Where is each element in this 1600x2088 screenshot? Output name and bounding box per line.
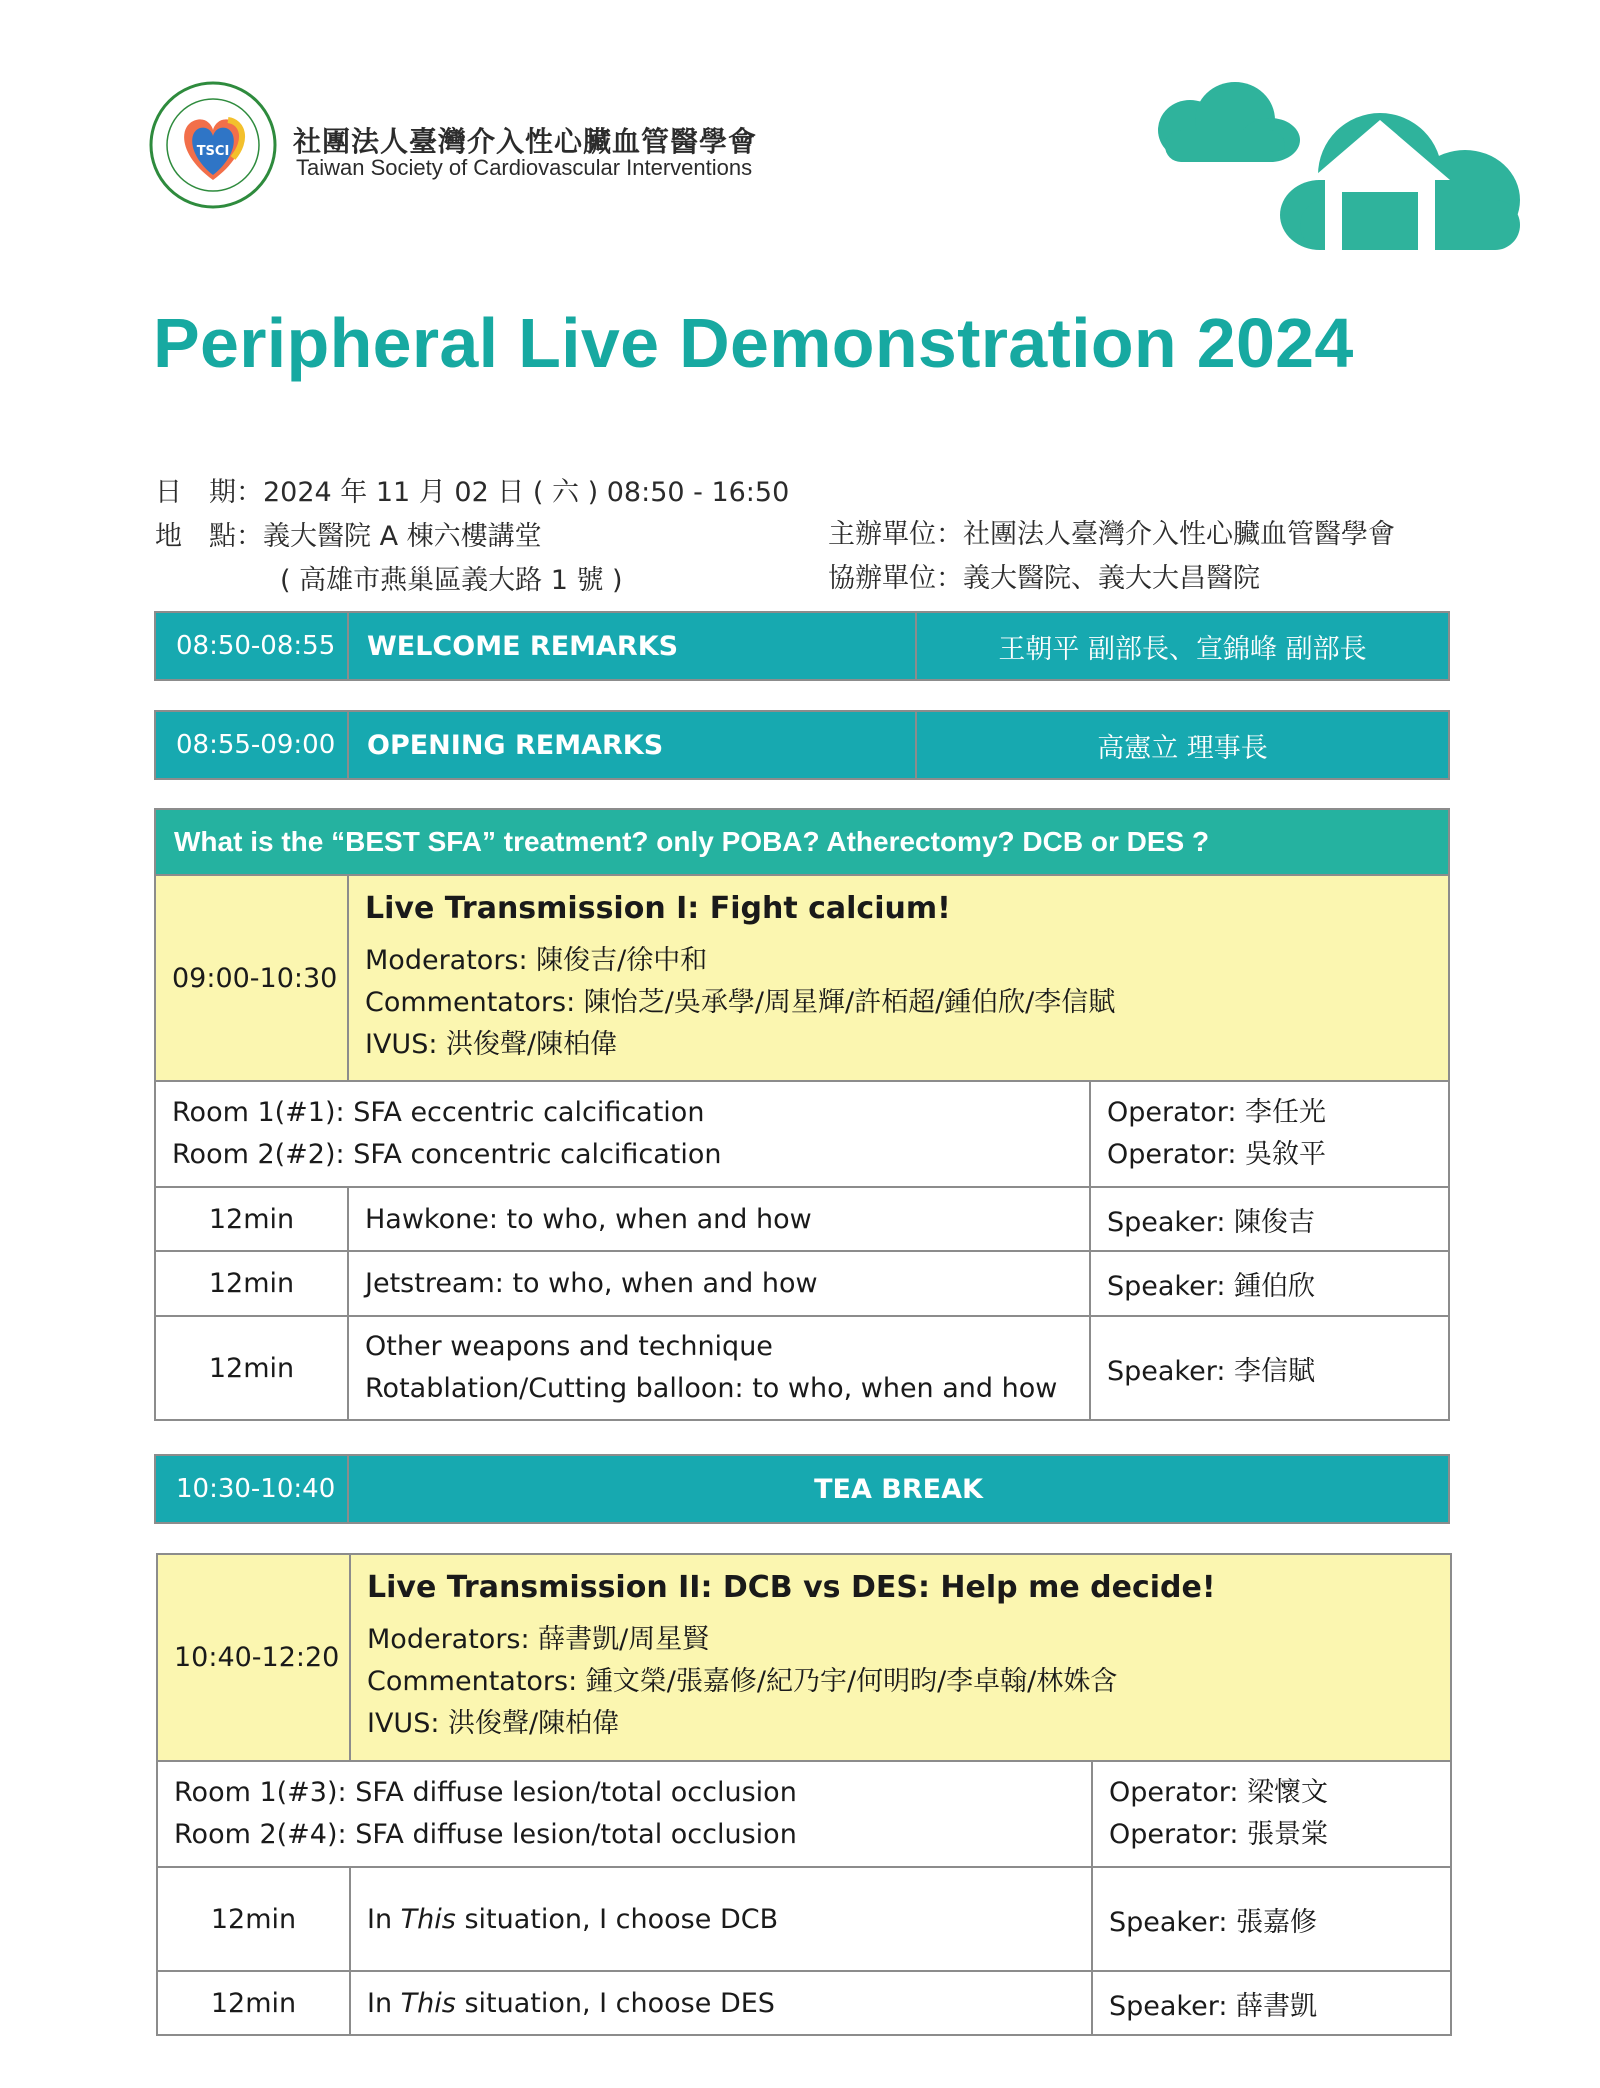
table-row xyxy=(155,1187,1449,1251)
table-row xyxy=(157,1867,1451,1971)
talk-duration: 12min xyxy=(155,1187,348,1251)
opening-row xyxy=(155,711,1449,779)
talk-topic-post: situation, I choose DES xyxy=(455,1987,775,2019)
session1-table xyxy=(154,808,1450,1421)
page-title: Peripheral Live Demonstration 2024 xyxy=(153,304,1354,382)
table-row xyxy=(155,1251,1449,1316)
tea-table xyxy=(154,1454,1450,1524)
session1-header-row xyxy=(155,875,1449,1081)
tea-row xyxy=(155,1455,1449,1523)
session2-operators xyxy=(1092,1761,1451,1867)
session1-operators xyxy=(1090,1081,1449,1187)
talk-duration: 12min xyxy=(155,1251,348,1316)
cohost-label: 協辦單位： xyxy=(828,563,963,594)
talk-topic xyxy=(350,1867,1092,1971)
talk-topic-line1: Other weapons and technique xyxy=(365,1331,773,1362)
opening-label: OPENING REMARKS xyxy=(348,711,916,779)
session1-room2: Room 2(#2): SFA concentric calcification xyxy=(172,1139,722,1170)
talk-topic-pre: In xyxy=(367,1987,401,2019)
theme-row xyxy=(155,809,1449,875)
opening-table xyxy=(154,710,1450,780)
session1-time: 09:00-10:30 xyxy=(155,875,348,1081)
talk-speaker: Speaker: 張嘉修 xyxy=(1092,1867,1451,1971)
welcome-row xyxy=(155,612,1449,680)
cohost-value: 義大醫院、義大大昌醫院 xyxy=(963,563,1260,594)
session2-room-row xyxy=(157,1761,1451,1867)
session2-ivus: IVUS: 洪俊聲/陳柏偉 xyxy=(367,1708,620,1739)
session1-details xyxy=(348,875,1449,1081)
org-name-cn: 社團法人臺灣介入性心臟血管醫學會 xyxy=(293,125,758,158)
welcome-table xyxy=(154,611,1450,681)
talk-speaker: Speaker: 李信賦 xyxy=(1090,1316,1449,1420)
session2-rooms xyxy=(157,1761,1092,1867)
talk-topic-post: situation, I choose DCB xyxy=(455,1903,779,1935)
address: ( 高雄市燕巢區義大路 1 號 ) xyxy=(280,565,623,596)
session2-header-row xyxy=(157,1554,1451,1761)
logo-text: TSCI xyxy=(196,144,230,159)
welcome-speakers: 王朝平 副部長、宣錦峰 副部長 xyxy=(916,612,1449,680)
place-label: 地 點： xyxy=(155,521,263,552)
session2-commentators: Commentators: 鍾文榮/張嘉修/紀乃宇/何明昀/李卓翰/林姝含 xyxy=(367,1666,1118,1697)
session2-time: 10:40-12:20 xyxy=(157,1554,350,1761)
session1-moderators: Moderators: 陳俊吉/徐中和 xyxy=(365,944,708,976)
cloud-home-icon xyxy=(1150,80,1530,250)
talk-topic: Jetstream: to who, when and how xyxy=(348,1251,1090,1316)
welcome-label: WELCOME REMARKS xyxy=(348,612,916,680)
talk-topic xyxy=(350,1971,1092,2035)
date-line xyxy=(155,470,789,509)
place-line xyxy=(155,514,542,553)
org-name-en: Taiwan Society of Cardiovascular Interventions xyxy=(296,155,753,180)
session2-room1: Room 1(#3): SFA diffuse lesion/total occlusion xyxy=(174,1777,797,1808)
cohost-line xyxy=(828,556,1260,595)
date-label: 日 期： xyxy=(155,477,263,508)
talk-topic: Hawkone: to who, when and how xyxy=(348,1187,1090,1251)
session1-ivus: IVUS: 洪俊聲/陳柏偉 xyxy=(365,1028,618,1060)
talk-speaker: Speaker: 薛書凱 xyxy=(1092,1971,1451,2035)
opening-time: 08:55-09:00 xyxy=(155,711,348,779)
session1-title: Live Transmission I: Fight calcium! xyxy=(365,890,951,926)
theme-heading: What is the “BEST SFA” treatment? only POBA? Atherectomy? DCB or DES ? xyxy=(155,809,1449,875)
session2-title: Live Transmission II: DCB vs DES: Help me decide! xyxy=(367,1570,1216,1605)
tsci-logo xyxy=(148,80,278,210)
talk-speaker: Speaker: 陳俊吉 xyxy=(1090,1187,1449,1251)
session2-room2: Room 2(#4): SFA diffuse lesion/total occlusion xyxy=(174,1819,797,1850)
session1-commentators: Commentators: 陳怡芝/吳承學/周星輝/許栢超/鍾伯欣/李信賦 xyxy=(365,986,1116,1018)
place-value: 義大醫院 A 棟六樓講堂 xyxy=(263,521,542,552)
talk-topic xyxy=(348,1316,1090,1420)
session2-moderators: Moderators: 薛書凱/周星賢 xyxy=(367,1624,710,1655)
session1-operator2: Operator: 吳敘平 xyxy=(1107,1139,1327,1170)
host-line xyxy=(828,512,1395,551)
tea-time: 10:30-10:40 xyxy=(155,1455,348,1523)
tea-label: TEA BREAK xyxy=(348,1455,1449,1523)
talk-topic-emphasis: This xyxy=(400,1987,456,2019)
session2-operator1: Operator: 梁懷文 xyxy=(1109,1777,1329,1808)
table-row xyxy=(155,1316,1449,1420)
talk-topic-pre: In xyxy=(367,1903,401,1935)
host-value: 社團法人臺灣介入性心臟血管醫學會 xyxy=(963,519,1395,550)
session1-operator1: Operator: 李任光 xyxy=(1107,1097,1327,1128)
talk-duration: 12min xyxy=(157,1867,350,1971)
talk-duration: 12min xyxy=(155,1316,348,1420)
talk-speaker: Speaker: 鍾伯欣 xyxy=(1090,1251,1449,1316)
session2-operator2: Operator: 張景棠 xyxy=(1109,1819,1329,1850)
welcome-time: 08:50-08:55 xyxy=(155,612,348,680)
session1-room-row xyxy=(155,1081,1449,1187)
talk-duration: 12min xyxy=(157,1971,350,2035)
opening-speaker: 高憲立 理事長 xyxy=(916,711,1449,779)
session1-room1: Room 1(#1): SFA eccentric calcification xyxy=(172,1097,705,1128)
table-row xyxy=(157,1971,1451,2035)
talk-topic-emphasis: This xyxy=(400,1903,456,1935)
host-label: 主辦單位： xyxy=(828,519,963,550)
date-value: 2024 年 11 月 02 日 ( 六 ) 08:50 - 16:50 xyxy=(263,477,790,508)
session1-rooms xyxy=(155,1081,1090,1187)
talk-topic-line2: Rotablation/Cutting balloon: to who, when and how xyxy=(365,1373,1058,1404)
session2-table xyxy=(156,1553,1452,2036)
session2-details xyxy=(350,1554,1451,1761)
